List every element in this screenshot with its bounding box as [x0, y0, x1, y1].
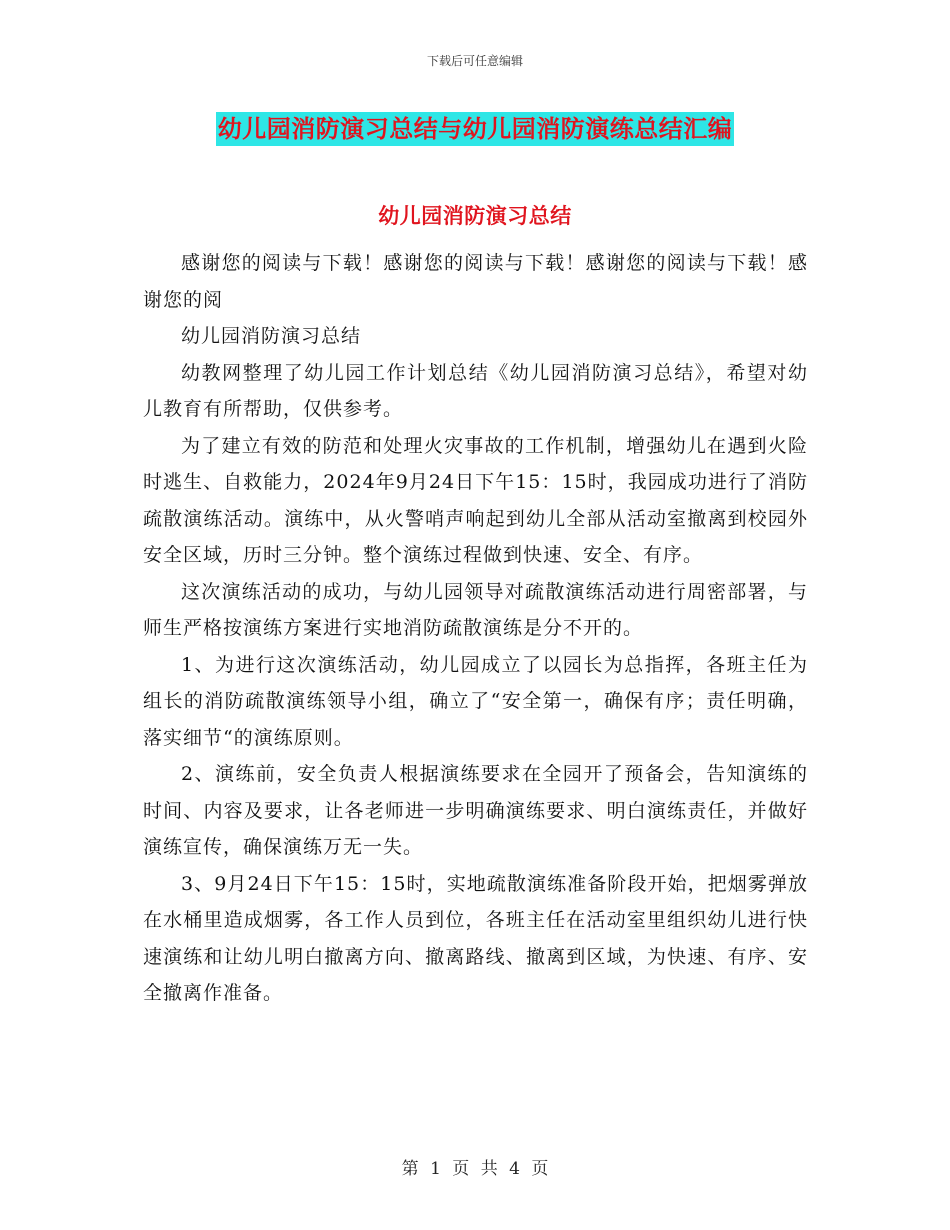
- paragraph: 幼教网整理了幼儿园工作计划总结《幼儿园消防演习总结》，希望对幼儿教育有所帮助，仅供参考。: [143, 361, 808, 420]
- paragraph: 3、9月24日下午15：15时，实地疏散演练准备阶段开始，把烟雾弹放在水桶里造成烟雾，各工作人员到位，各班主任在活动室里组织幼儿进行快速演练和让幼儿明白撤离方向、撤离路线、撤离到区域，为快速、有序、安全撤离作准备。: [143, 872, 808, 1004]
- paragraph: 为了建立有效的防范和处理火灾事故的工作机制，增强幼儿在遇到火险时逃生、自救能力，2024年9月24日下午15：15时，我园成功进行了消防疏散演练活动。演练中，从火警哨声响起到幼儿全部从活动室撤离到校园外安全区域，历时三分钟。整个演练过程做到快速、安全、有序。: [143, 434, 808, 566]
- document-body: [143, 245, 808, 1012]
- page-header-note: 下载后可任意编辑: [426, 54, 523, 68]
- paragraph: 这次演练活动的成功，与幼儿园领导对疏散演练活动进行周密部署，与师生严格按演练方案进行实地消防疏散演练是分不开的。: [143, 580, 808, 639]
- document-title-container: [0, 112, 950, 146]
- paragraph: 2、演练前，安全负责人根据演练要求在全园开了预备会，告知演练的时间、内容及要求，让各老师进一步明确演练要求、明白演练责任，并做好演练宣传，确保演练万无一失。: [143, 763, 808, 858]
- document-title: 幼儿园消防演习总结与幼儿园消防演练总结汇编: [216, 112, 735, 146]
- paragraph: 感谢您的阅读与下载！感谢您的阅读与下载！感谢您的阅读与下载！感谢您的阅: [143, 252, 808, 311]
- page-number-footer: 第 1 页 共 4 页: [401, 1159, 549, 1179]
- paragraph: 幼儿园消防演习总结: [181, 325, 362, 347]
- section-title: 幼儿园消防演习总结: [378, 203, 572, 228]
- paragraph: 1、为进行这次演练活动，幼儿园成立了以园长为总指挥，各班主任为组长的消防疏散演练领导小组，确立了“安全第一，确保有序；责任明确，落实细节“的演练原则。: [143, 653, 808, 749]
